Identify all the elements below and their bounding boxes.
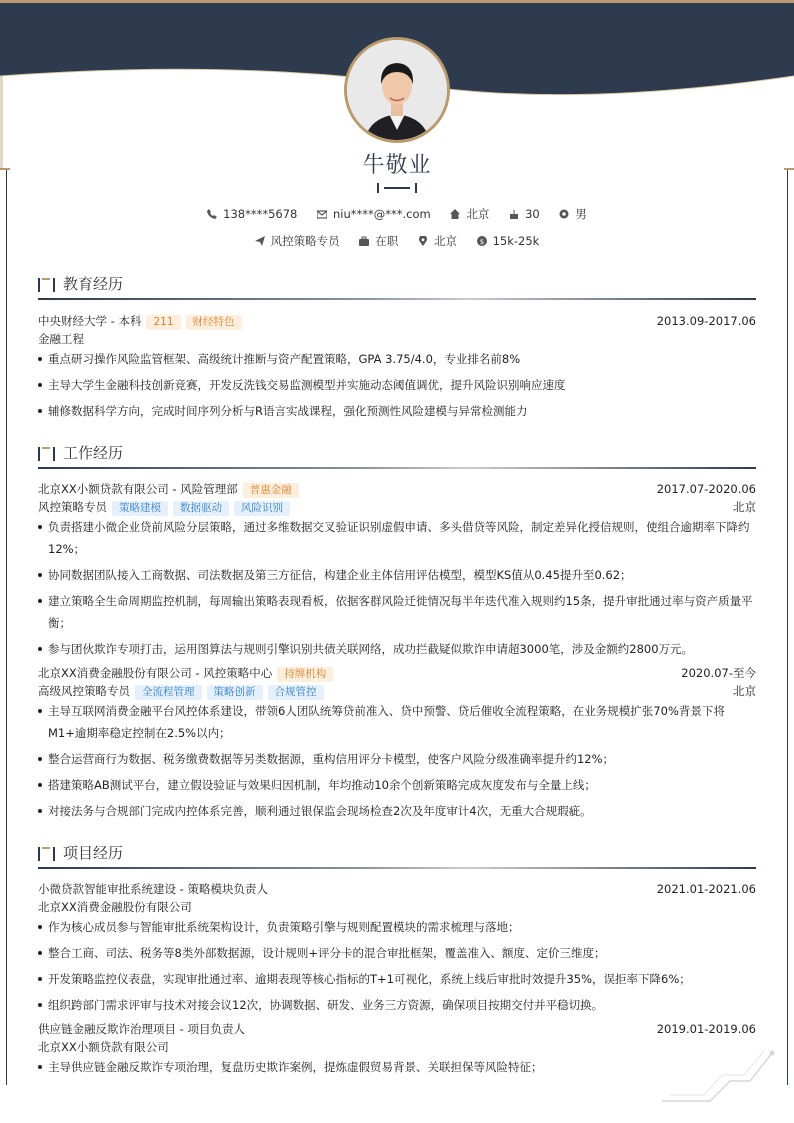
education-entry — [38, 312, 756, 426]
gender-text: 男 — [575, 207, 587, 221]
tag: 全流程管理 — [135, 685, 202, 700]
section-mark-icon — [38, 447, 56, 461]
section-education — [38, 272, 756, 302]
list-item: 作为核心成员参与智能审批系统架构设计，负责策略引擎与规则配置模块的需求梳理与落地； — [38, 916, 756, 938]
list-item: 协同数据团队接入工商数据、司法数据及第三方征信，构建企业主体信用评估模型，模型KS值从0.45提升至0.62； — [38, 564, 756, 586]
work-location: 北京 — [733, 684, 756, 698]
list-item: 搭建策略AB测试平台，建立假设验证与效果归因机制，年均推动10余个创新策略完成灰度发布与全量上线； — [38, 774, 756, 796]
job-intent-row — [0, 233, 794, 249]
money-icon — [477, 236, 487, 246]
section-rule — [38, 867, 756, 869]
phone-text: 138****5678 — [223, 207, 298, 221]
phone-item — [207, 207, 297, 221]
position-text: 风控策略专员 — [270, 234, 340, 248]
avatar — [347, 40, 447, 140]
list-item: 重点研习操作风险监管框架、高级统计推断与资产配置策略，GPA 3.75/4.0，专业排名前8% — [38, 348, 756, 370]
tag: 数据驱动 — [173, 501, 229, 516]
name-divider — [375, 182, 419, 194]
role-name: 高级风控策略专员 — [38, 684, 130, 698]
tag: 风险识别 — [234, 501, 290, 516]
project-period: 2019.01-2019.06 — [656, 1022, 756, 1036]
home-icon — [450, 209, 460, 219]
email-text: niu****@***.com — [333, 207, 431, 221]
gender-icon — [559, 209, 569, 219]
svg-text:$: $ — [479, 238, 484, 246]
list-item: 整合运营商行为数据、税务缴费数据等另类数据源，重构信用评分卡模型，使客户风险分级准确率提升约12%； — [38, 748, 756, 770]
project-period: 2021.01-2021.06 — [656, 882, 756, 896]
list-item: 开发策略监控仪表盘，实现审批通过率、逾期表现等核心指标的T+1可视化，系统上线后审批时效提升35%，误拒率下降6%； — [38, 968, 756, 990]
education-period: 2013.09-2017.06 — [656, 314, 756, 328]
city-text: 北京 — [466, 207, 490, 221]
section-title-text: 教育经历 — [63, 275, 124, 293]
work-entry — [38, 664, 756, 826]
phone-icon — [207, 209, 217, 219]
work-entry — [38, 480, 756, 664]
project-org: 北京XX小额贷款有限公司 — [38, 1040, 169, 1054]
tag: 211 — [146, 315, 180, 330]
section-work — [38, 441, 756, 471]
tag: 合规管控 — [268, 685, 324, 700]
salary-item — [477, 234, 540, 248]
tag: 持牌机构 — [277, 667, 333, 682]
project-entry — [38, 1020, 756, 1082]
send-icon — [255, 236, 265, 246]
list-item: 辅修数据科学方向，完成时间序列分析与R语言实战课程，强化预测性风险建模与异常检测能力 — [38, 400, 756, 422]
briefcase-icon — [359, 236, 369, 246]
status-item — [359, 233, 398, 249]
email-item — [317, 207, 431, 221]
age-text: 30 — [525, 207, 540, 221]
work-period: 2017.07-2020.06 — [656, 482, 756, 496]
candidate-name: 牛敬业 — [362, 153, 432, 178]
section-title-text: 项目经历 — [63, 844, 124, 862]
section-mark-icon — [38, 278, 56, 292]
list-item: 参与团伙欺诈专项打击，运用图算法与规则引擎识别共债关联网络，成功拦截疑似欺诈申请超3000笔，涉及金额约2800万元。 — [38, 638, 756, 660]
project-title: 供应链金融反欺诈治理项目 - 项目负责人 — [38, 1022, 245, 1036]
gender-item — [559, 206, 587, 222]
company-name: 北京XX消费金融股份有限公司 - 风控策略中心 — [38, 666, 273, 680]
role-name: 风控策略专员 — [38, 500, 107, 514]
age-item — [509, 207, 540, 221]
project-org: 北京XX消费金融股份有限公司 — [38, 900, 192, 914]
list-item: 主导大学生金融科技创新竞赛，开发反洗钱交易监测模型并实施动态阈值调优，提升风险识别响应速度 — [38, 374, 756, 396]
right-border-line — [787, 170, 788, 1085]
location-icon — [418, 236, 428, 246]
mail-icon — [317, 209, 327, 219]
corner-decoration — [660, 1045, 780, 1105]
list-item: 主导互联网消费金融平台风控体系建设，带领6人团队统筹贷前准入、贷中预警、贷后催收全流程策略，在业务规模扩张70%背景下将M1+逾期率稳定控制在2.5%以内； — [38, 700, 756, 744]
left-border-line — [6, 170, 7, 1085]
position-item — [255, 233, 340, 249]
school-name: 中央财经大学 - 本科 — [38, 314, 142, 328]
list-item: 负责搭建小微企业贷前风险分层策略，通过多维数据交叉验证识别虚假申请、多头借贷等风险，制定差异化授信规则，使组合逾期率下降约12%； — [38, 516, 756, 560]
tag: 策略建模 — [112, 501, 168, 516]
tag: 策略创新 — [207, 685, 263, 700]
section-rule — [38, 467, 756, 469]
list-item: 对接法务与合规部门完成内控体系完善，顺利通过银保监会现场检查2次及年度审计4次，无重大合规瑕疵。 — [38, 800, 756, 822]
target-city-text: 北京 — [433, 234, 457, 248]
contact-row — [0, 206, 794, 222]
section-title-text: 工作经历 — [63, 444, 124, 462]
company-name: 北京XX小额贷款有限公司 - 风险管理部 — [38, 482, 238, 496]
target-city-item — [418, 233, 457, 249]
status-text: 在职 — [375, 234, 399, 248]
salary-text: 15k-25k — [492, 234, 540, 248]
project-entry — [38, 880, 756, 1020]
tag: 普惠金融 — [243, 483, 299, 498]
list-item: 建立策略全生命周期监控机制，每周输出策略表现看板，依据客群风险迁徙情况每半年迭代准入规则约15条，提升审批通过率与资产质量平衡； — [38, 590, 756, 634]
tag: 财经特色 — [186, 315, 242, 330]
section-mark-icon — [38, 847, 56, 861]
cake-icon — [509, 209, 519, 219]
section-projects — [38, 841, 756, 871]
project-title: 小微贷款智能审批系统建设 - 策略模块负责人 — [38, 882, 268, 896]
list-item: 主导供应链金融反欺诈专项治理，复盘历史欺诈案例，提炼虚假贸易背景、关联担保等风险特征； — [38, 1056, 756, 1078]
list-item: 整合工商、司法、税务等8类外部数据源，设计规则+评分卡的混合审批框架，覆盖准入、额度、定价三维度； — [38, 942, 756, 964]
avatar-portrait — [347, 40, 447, 140]
city-item — [450, 206, 489, 222]
major: 金融工程 — [38, 332, 84, 346]
list-item: 组织跨部门需求评审与技术对接会议12次，协调数据、研发、业务三方资源，确保项目按期交付并平稳切换。 — [38, 994, 756, 1016]
work-location: 北京 — [733, 500, 756, 514]
work-period: 2020.07-至今 — [681, 666, 756, 680]
section-rule — [38, 298, 756, 300]
